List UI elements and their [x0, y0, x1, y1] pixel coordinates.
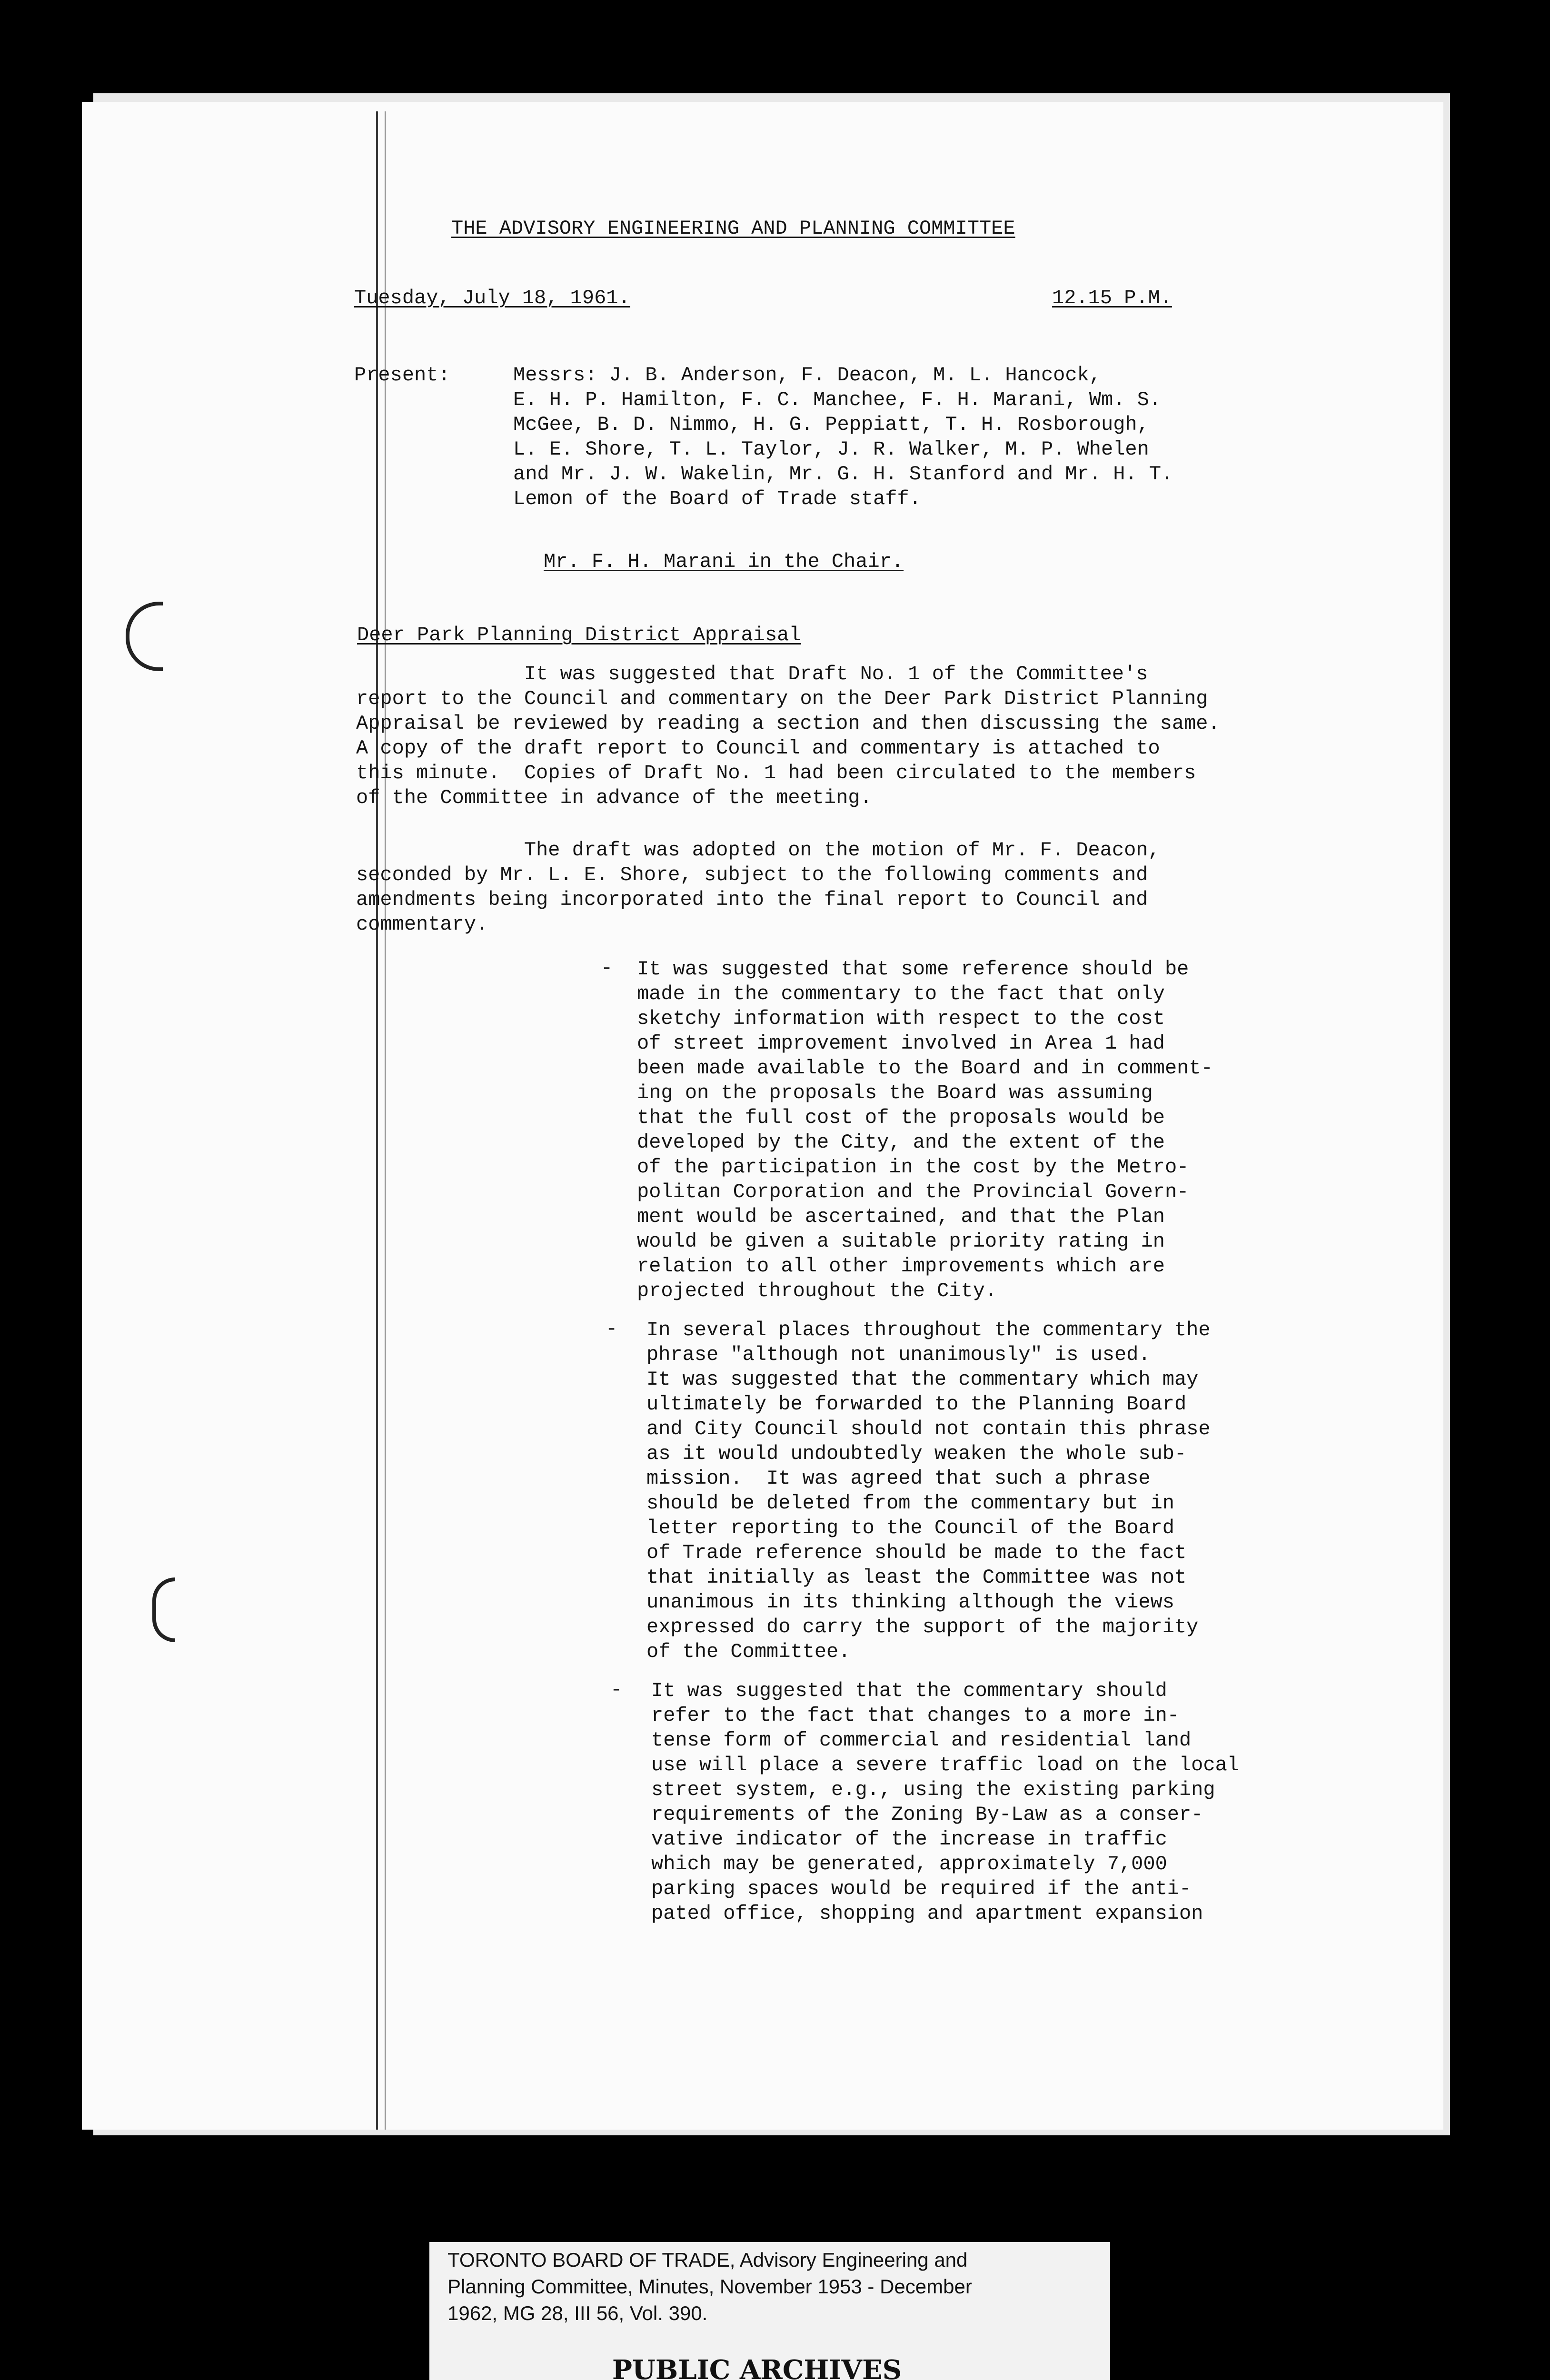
paragraph-line: seconded by Mr. L. E. Shore, subject to the following comments and: [356, 863, 1148, 886]
present-label: Present:: [354, 364, 450, 387]
paragraph-line: The draft was adopted on the motion of Mr. F. Deacon,: [356, 839, 1160, 862]
bullet-line: ment would be ascertained, and that the Plan: [637, 1205, 1165, 1228]
bullet-line: street system, e.g., using the existing parking: [651, 1778, 1215, 1801]
document-page: [82, 102, 1443, 2130]
meeting-time: 12.15 P.M.: [1052, 287, 1172, 309]
bullet-line: projected throughout the City.: [637, 1279, 997, 1302]
bullet-line: use will place a severe traffic load on the local: [651, 1754, 1240, 1776]
attendee-line: McGee, B. D. Nimmo, H. G. Peppiatt, T. H. Rosborough,: [513, 413, 1149, 436]
citation-line: Planning Committee, Minutes, November 1953 - December: [447, 2275, 972, 2298]
bullet-line: tense form of commercial and residential land: [651, 1729, 1192, 1752]
punch-hole-mark: [126, 602, 163, 671]
stamp-line: PUBLIC ARCHIVES: [612, 2354, 902, 2380]
bullet-line: parking spaces would be required if the anti-: [651, 1877, 1192, 1900]
bullet-line: of Trade reference should be made to the fact: [646, 1541, 1187, 1564]
bullet-line: which may be generated, approximately 7,000: [651, 1853, 1167, 1875]
bullet-line: refer to the fact that changes to a more in-: [651, 1704, 1179, 1727]
attendee-line: and Mr. J. W. Wakelin, Mr. G. H. Stanford and Mr. H. T.: [513, 463, 1173, 486]
paragraph-line: amendments being incorporated into the final report to Council and: [356, 888, 1148, 911]
paragraph-line: It was suggested that Draft No. 1 of the Committee's: [356, 663, 1148, 685]
bullet-line: phrase "although not unanimously" is used.: [646, 1343, 1151, 1366]
bullet-line: and City Council should not contain this phrase: [646, 1418, 1211, 1440]
bullet-dash: -: [610, 1678, 623, 1701]
citation-line: TORONTO BOARD OF TRADE, Advisory Engineering and: [447, 2249, 968, 2271]
bullet-line: of the participation in the cost by the Metro-: [637, 1156, 1189, 1179]
bullet-line: of street improvement involved in Area 1 had: [637, 1032, 1165, 1055]
bullet-line: expressed do carry the support of the majority: [646, 1616, 1199, 1638]
bullet-line: been made available to the Board and in comment-: [637, 1057, 1213, 1080]
bullet-line: relation to all other improvements which are: [637, 1255, 1165, 1278]
bullet-line: should be deleted from the commentary but in: [646, 1492, 1174, 1515]
attendee-line: E. H. P. Hamilton, F. C. Manchee, F. H. Marani, Wm. S.: [513, 388, 1162, 411]
committee-title: THE ADVISORY ENGINEERING AND PLANNING COMMITTEE: [451, 217, 1015, 240]
bullet-line: ing on the proposals the Board was assuming: [637, 1081, 1153, 1104]
punch-hole-mark: [152, 1577, 175, 1642]
section-heading: Deer Park Planning District Appraisal: [357, 624, 801, 646]
bullet-line: It was suggested that the commentary should: [651, 1679, 1167, 1702]
bullet-line: ultimately be forwarded to the Planning Board: [646, 1393, 1187, 1416]
attendee-line: L. E. Shore, T. L. Taylor, J. R. Walker, M. P. Whelen: [513, 438, 1149, 461]
paragraph-line: A copy of the draft report to Council and commentary is attached to: [356, 737, 1160, 760]
bullet-line: would be given a suitable priority rating in: [637, 1230, 1165, 1253]
bullet-line: vative indicator of the increase in traffic: [651, 1828, 1167, 1851]
bullet-line: developed by the City, and the extent of the: [637, 1131, 1165, 1154]
bullet-dash: -: [606, 1318, 618, 1340]
bullet-line: politan Corporation and the Provincial Govern-: [637, 1180, 1189, 1203]
chair-note: Mr. F. H. Marani in the Chair.: [544, 550, 904, 573]
meeting-date: Tuesday, July 18, 1961.: [354, 287, 630, 309]
paragraph-line: Appraisal be reviewed by reading a section and then discussing the same.: [356, 712, 1220, 735]
bullet-line: made in the commentary to the fact that only: [637, 982, 1165, 1005]
bullet-line: In several places throughout the commentary the: [646, 1319, 1211, 1341]
archive-citation: [447, 2247, 1104, 2327]
bullet-line: It was suggested that some reference should be: [637, 958, 1189, 981]
paragraph-line: this minute. Copies of Draft No. 1 had been circulated to the members: [356, 762, 1196, 784]
bullet-line: mission. It was agreed that such a phrase: [646, 1467, 1151, 1490]
paragraph-line: report to the Council and commentary on the Deer Park District Planning: [356, 687, 1208, 710]
attendee-line: Messrs: J. B. Anderson, F. Deacon, M. L. Hancock,: [513, 364, 1102, 387]
margin-line: [376, 111, 378, 2130]
citation-line: 1962, MG 28, III 56, Vol. 390.: [447, 2302, 708, 2324]
bullet-line: sketchy information with respect to the cost: [637, 1007, 1165, 1030]
bullet-line: as it would undoubtedly weaken the whole sub-: [646, 1442, 1187, 1465]
bullet-line: of the Committee.: [646, 1640, 851, 1663]
bullet-line: letter reporting to the Council of the Board: [646, 1517, 1174, 1539]
bullet-line: that initially as least the Committee was not: [646, 1566, 1187, 1589]
bullet-line: that the full cost of the proposals would be: [637, 1106, 1165, 1129]
archives-stamp: [476, 2356, 1038, 2380]
bullet-line: pated office, shopping and apartment expansion: [651, 1902, 1203, 1925]
bullet-dash: -: [601, 957, 613, 980]
bullet-line: It was suggested that the commentary which may: [646, 1368, 1199, 1391]
paragraph-line: commentary.: [356, 913, 488, 936]
attendee-line: Lemon of the Board of Trade staff.: [513, 487, 921, 510]
bullet-line: unanimous in its thinking although the views: [646, 1591, 1174, 1614]
paragraph-line: of the Committee in advance of the meeting.: [356, 786, 872, 809]
margin-line-secondary: [385, 111, 386, 2130]
bullet-line: requirements of the Zoning By-Law as a conser-: [651, 1803, 1203, 1826]
